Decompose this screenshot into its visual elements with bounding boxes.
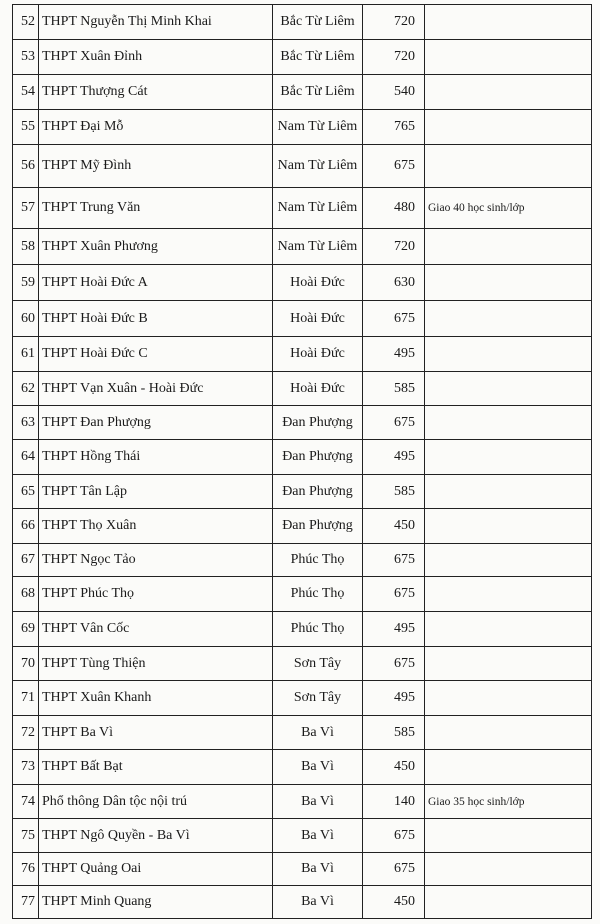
row-number-cell: 66 [13, 509, 39, 544]
enrollment-quota-cell: 450 [363, 886, 425, 919]
table-row [13, 647, 592, 681]
table-row [13, 188, 592, 229]
note-cell [425, 40, 592, 75]
note-cell [425, 853, 592, 886]
school-name-cell: THPT Quảng Oai [39, 853, 273, 886]
school-name-cell: THPT Bất Bạt [39, 750, 273, 785]
table-row [13, 819, 592, 853]
note-cell [425, 612, 592, 647]
note-cell [425, 406, 592, 440]
district-name-cell: Sơn Tây [273, 647, 363, 681]
table-row [13, 110, 592, 145]
row-number-cell: 63 [13, 406, 39, 440]
enrollment-quota-cell: 675 [363, 544, 425, 577]
district-name-cell: Phúc Thọ [273, 577, 363, 612]
note-cell [425, 681, 592, 716]
district-name-cell: Phúc Thọ [273, 544, 363, 577]
table-row [13, 40, 592, 75]
school-name-cell: THPT Nguyễn Thị Minh Khai [39, 5, 273, 40]
row-number-cell: 70 [13, 647, 39, 681]
note-cell [425, 372, 592, 406]
school-name-cell: THPT Hồng Thái [39, 440, 273, 475]
row-number-cell: 55 [13, 110, 39, 145]
note-cell [425, 475, 592, 509]
table-row [13, 229, 592, 265]
note-cell [425, 5, 592, 40]
note-cell [425, 750, 592, 785]
school-name-cell: THPT Thọ Xuân [39, 509, 273, 544]
district-name-cell: Phúc Thọ [273, 612, 363, 647]
district-name-cell: Ba Vì [273, 750, 363, 785]
enrollment-quota-cell: 675 [363, 301, 425, 337]
district-name-cell: Nam Từ Liêm [273, 110, 363, 145]
row-number-cell: 57 [13, 188, 39, 229]
school-name-cell: THPT Đại Mỗ [39, 110, 273, 145]
enrollment-quota-cell: 675 [363, 647, 425, 681]
row-number-cell: 62 [13, 372, 39, 406]
table-row [13, 406, 592, 440]
table-row [13, 612, 592, 647]
school-name-cell: THPT Xuân Đỉnh [39, 40, 273, 75]
district-name-cell: Đan Phượng [273, 406, 363, 440]
row-number-cell: 64 [13, 440, 39, 475]
district-name-cell: Hoài Đức [273, 301, 363, 337]
enrollment-quota-cell: 720 [363, 40, 425, 75]
district-name-cell: Hoài Đức [273, 372, 363, 406]
row-number-cell: 74 [13, 785, 39, 819]
district-name-cell: Nam Từ Liêm [273, 229, 363, 265]
school-name-cell: THPT Đan Phượng [39, 406, 273, 440]
table-row [13, 337, 592, 372]
enrollment-quota-cell: 720 [363, 5, 425, 40]
row-number-cell: 53 [13, 40, 39, 75]
row-number-cell: 59 [13, 265, 39, 301]
note-cell [425, 886, 592, 919]
row-number-cell: 77 [13, 886, 39, 919]
note-cell [425, 647, 592, 681]
enrollment-quota-cell: 495 [363, 440, 425, 475]
table-row [13, 681, 592, 716]
note-cell [425, 301, 592, 337]
enrollment-quota-cell: 675 [363, 406, 425, 440]
district-name-cell: Ba Vì [273, 819, 363, 853]
school-name-cell: THPT Tùng Thiện [39, 647, 273, 681]
enrollment-quota-cell: 675 [363, 145, 425, 188]
note-cell [425, 229, 592, 265]
school-name-cell: THPT Hoài Đức A [39, 265, 273, 301]
table-body [13, 5, 592, 919]
enrollment-quota-cell: 630 [363, 265, 425, 301]
enrollment-quota-cell: 585 [363, 372, 425, 406]
school-name-cell: THPT Hoài Đức B [39, 301, 273, 337]
table-row [13, 475, 592, 509]
school-name-cell: THPT Ngọc Tảo [39, 544, 273, 577]
note-cell [425, 440, 592, 475]
district-name-cell: Đan Phượng [273, 475, 363, 509]
school-name-cell: THPT Xuân Phương [39, 229, 273, 265]
school-quota-table [12, 4, 592, 919]
school-name-cell: THPT Mỹ Đình [39, 145, 273, 188]
enrollment-quota-cell: 765 [363, 110, 425, 145]
district-name-cell: Ba Vì [273, 785, 363, 819]
enrollment-quota-cell: 495 [363, 612, 425, 647]
school-name-cell: THPT Ba Vì [39, 716, 273, 750]
note-cell: Giao 40 học sinh/lớp [425, 188, 592, 229]
school-name-cell: THPT Xuân Khanh [39, 681, 273, 716]
enrollment-quota-cell: 675 [363, 577, 425, 612]
school-name-cell: Phổ thông Dân tộc nội trú [39, 785, 273, 819]
row-number-cell: 56 [13, 145, 39, 188]
table-row [13, 544, 592, 577]
table-row [13, 440, 592, 475]
school-name-cell: THPT Trung Văn [39, 188, 273, 229]
enrollment-quota-cell: 720 [363, 229, 425, 265]
enrollment-quota-cell: 495 [363, 337, 425, 372]
district-name-cell: Ba Vì [273, 853, 363, 886]
row-number-cell: 75 [13, 819, 39, 853]
enrollment-quota-cell: 495 [363, 681, 425, 716]
row-number-cell: 72 [13, 716, 39, 750]
enrollment-quota-cell: 540 [363, 75, 425, 110]
district-name-cell: Nam Từ Liêm [273, 145, 363, 188]
district-name-cell: Đan Phượng [273, 509, 363, 544]
enrollment-quota-cell: 585 [363, 716, 425, 750]
table-row [13, 750, 592, 785]
row-number-cell: 61 [13, 337, 39, 372]
note-cell [425, 265, 592, 301]
table-row [13, 301, 592, 337]
school-name-cell: THPT Vạn Xuân - Hoài Đức [39, 372, 273, 406]
table-row [13, 886, 592, 919]
district-name-cell: Ba Vì [273, 716, 363, 750]
table-row [13, 145, 592, 188]
school-name-cell: THPT Thượng Cát [39, 75, 273, 110]
district-name-cell: Bắc Từ Liêm [273, 5, 363, 40]
school-name-cell: THPT Hoài Đức C [39, 337, 273, 372]
row-number-cell: 58 [13, 229, 39, 265]
row-number-cell: 68 [13, 577, 39, 612]
note-cell [425, 544, 592, 577]
row-number-cell: 60 [13, 301, 39, 337]
row-number-cell: 69 [13, 612, 39, 647]
school-name-cell: THPT Tân Lập [39, 475, 273, 509]
enrollment-quota-cell: 140 [363, 785, 425, 819]
district-name-cell: Hoài Đức [273, 337, 363, 372]
table-row [13, 853, 592, 886]
table-row [13, 265, 592, 301]
table-row [13, 785, 592, 819]
district-name-cell: Bắc Từ Liêm [273, 75, 363, 110]
district-name-cell: Ba Vì [273, 886, 363, 919]
district-name-cell: Sơn Tây [273, 681, 363, 716]
table-row [13, 5, 592, 40]
note-cell [425, 110, 592, 145]
district-name-cell: Hoài Đức [273, 265, 363, 301]
table-row [13, 577, 592, 612]
row-number-cell: 67 [13, 544, 39, 577]
row-number-cell: 52 [13, 5, 39, 40]
enrollment-quota-cell: 675 [363, 853, 425, 886]
row-number-cell: 71 [13, 681, 39, 716]
district-name-cell: Bắc Từ Liêm [273, 40, 363, 75]
note-cell [425, 577, 592, 612]
enrollment-quota-cell: 480 [363, 188, 425, 229]
enrollment-quota-cell: 450 [363, 509, 425, 544]
note-cell [425, 145, 592, 188]
note-cell [425, 75, 592, 110]
row-number-cell: 54 [13, 75, 39, 110]
row-number-cell: 65 [13, 475, 39, 509]
enrollment-quota-cell: 585 [363, 475, 425, 509]
enrollment-quota-cell: 450 [363, 750, 425, 785]
row-number-cell: 73 [13, 750, 39, 785]
row-number-cell: 76 [13, 853, 39, 886]
enrollment-quota-cell: 675 [363, 819, 425, 853]
note-cell [425, 716, 592, 750]
note-cell [425, 819, 592, 853]
note-cell: Giao 35 học sinh/lớp [425, 785, 592, 819]
note-cell [425, 337, 592, 372]
school-name-cell: THPT Phúc Thọ [39, 577, 273, 612]
table-row [13, 75, 592, 110]
school-name-cell: THPT Ngô Quyền - Ba Vì [39, 819, 273, 853]
district-name-cell: Nam Từ Liêm [273, 188, 363, 229]
table-row [13, 509, 592, 544]
district-name-cell: Đan Phượng [273, 440, 363, 475]
note-cell [425, 509, 592, 544]
school-name-cell: THPT Vân Cốc [39, 612, 273, 647]
table-row [13, 372, 592, 406]
table-row [13, 716, 592, 750]
school-name-cell: THPT Minh Quang [39, 886, 273, 919]
